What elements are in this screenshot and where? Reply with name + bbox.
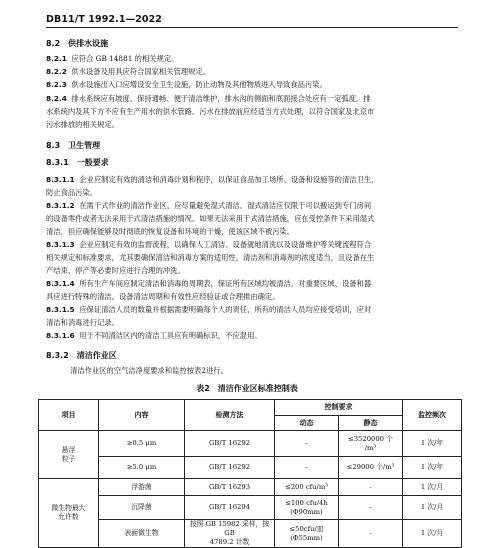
clause-number: 8.3.1.4 bbox=[46, 279, 75, 288]
row-group-label: 悬浮 粒子 bbox=[39, 431, 99, 479]
cell-dynamic: - bbox=[275, 431, 339, 457]
clause-continuation: 具应进行特殊的清洁。设备清洁周期和有效性应经验证或合理推由确定。 bbox=[46, 292, 280, 301]
clause-number: 8.3.1.3 bbox=[46, 240, 75, 249]
clause-continuation: 污水排放的相关规定。 bbox=[46, 120, 119, 129]
clause-continuation: 相关规定和标准要求，尤其要确保清洁和消毒方案的适用性，清洁剂和消毒剂的浓度适当，且设备在生 bbox=[46, 253, 375, 262]
clause-8-3-1-1 bbox=[46, 175, 456, 185]
cell-content: ≥0.5 μm bbox=[99, 431, 185, 457]
clause-text: 企业应制定有效的监督流程，以确保人工清洁、设备就地清洗以及设备维护等关键流程符合 bbox=[79, 240, 372, 249]
cell-static-unit: /m³ bbox=[364, 443, 377, 452]
clause-text: 应符合 GB 14881 的相关规定。 bbox=[71, 54, 179, 63]
clause-text: 供水设施出入口应增设安全卫生设施，防止动物及其他物质进入导致食品污染。 bbox=[71, 80, 327, 89]
cell-method: GB/T 16293 bbox=[185, 479, 275, 496]
clause-number: 8.3.1.5 bbox=[46, 305, 75, 314]
clause-8-2-3 bbox=[46, 80, 456, 90]
cell-content: 沉降菌 bbox=[99, 496, 185, 520]
cell-method: GB/T 16294 bbox=[185, 496, 275, 520]
table-row bbox=[39, 496, 462, 520]
clause-8-2-2 bbox=[46, 67, 456, 77]
clause-text: 所有生产车间应制定清洁和消毒的周期表，保证所有区域均被清洁，对重要区域、设备和器 bbox=[79, 279, 372, 288]
clause-8-2-1 bbox=[46, 54, 456, 64]
cell-method: GB/T 16292 bbox=[185, 431, 275, 457]
cell-static: ≤29000 个/m³ bbox=[339, 457, 403, 479]
cell-dynamic: ≤100 cfu/4h (Φ90mm) bbox=[275, 496, 339, 520]
cell-content: 浮游菌 bbox=[99, 479, 185, 496]
header-control: 控制要求 bbox=[275, 400, 403, 416]
clean-zone-control-table bbox=[38, 399, 462, 548]
clause-number: 8.2.2 bbox=[46, 67, 67, 76]
clause-text: 用于不同清洁区内的清洁工具应有明确标识，不应混用。 bbox=[79, 331, 262, 340]
clause-text: 排水系统应有坡度、保持通畅、便于清洁维护，排水沟的侧面和底面接合处应有一定弧度。排 bbox=[71, 94, 371, 103]
header-static: 静态 bbox=[339, 416, 403, 431]
clause-8-3-1-6 bbox=[46, 331, 456, 341]
clause-8-3-1-5 bbox=[46, 305, 456, 315]
cell-dynamic: ≤200 cfu/m³ bbox=[275, 479, 339, 496]
clause-number: 8.2.3 bbox=[46, 80, 67, 89]
cell-static: - bbox=[339, 520, 403, 548]
clause-number: 8.2.1 bbox=[46, 54, 67, 63]
clause-continuation: 水系统内及其下方不应有生产用水的供水管路。污水在排放前应经适当方式处理，以符合国家及北京市 bbox=[46, 107, 375, 116]
document-code-header: DB11/T 1992.1—2022 bbox=[46, 14, 163, 25]
cell-static-value: ≤3520000 个 bbox=[348, 434, 393, 443]
cell-method: 按照 GB 15982 采样，按 GB 4789.2 计数 bbox=[185, 520, 275, 548]
cell-dynamic: - bbox=[275, 457, 339, 479]
cell-static: - bbox=[339, 496, 403, 520]
clause-8-2-4 bbox=[46, 94, 456, 104]
cell-method: GB/T 16292 bbox=[185, 457, 275, 479]
header-dynamic: 动态 bbox=[275, 416, 339, 431]
cell-static bbox=[339, 431, 403, 457]
cell-static: - bbox=[339, 479, 403, 496]
row-group-label: 微生物最大 允许数 bbox=[39, 479, 99, 548]
clause-continuation: 产结束、停产等必要时应进行合理的冲洗。 bbox=[46, 266, 185, 275]
table-row bbox=[39, 431, 462, 457]
clause-8-3-1-2 bbox=[46, 201, 456, 211]
table-row bbox=[39, 457, 462, 479]
clause-text: 企业应制定有效的清洁和消毒计划和程序，以保证食品加工场所、设备和设施等的清洁卫生， bbox=[79, 175, 379, 184]
cell-dynamic: ≤50cfu/皿 (Φ55mm) bbox=[275, 520, 339, 548]
section-heading-8-2: 8.2 供排水设施 bbox=[46, 39, 109, 48]
subsection-heading-8-3-2: 8.3.2 清洁作业区 bbox=[46, 351, 117, 360]
clause-number: 8.3.1.6 bbox=[46, 331, 75, 340]
clause-continuation: 清洁和消毒进行记录。 bbox=[46, 318, 119, 327]
header-content: 内容 bbox=[99, 400, 185, 431]
cell-frequency: 1 次/月 bbox=[403, 496, 462, 520]
cell-frequency: 1 次/月 bbox=[403, 520, 462, 548]
clause-continuation: 防止食品污染。 bbox=[46, 188, 98, 197]
clause-number: 8.3.1.2 bbox=[46, 201, 75, 210]
cell-content: 表面微生物 bbox=[99, 520, 185, 548]
cell-frequency: 1 次/年 bbox=[403, 457, 462, 479]
cell-content: ≥5.0 μm bbox=[99, 457, 185, 479]
section-heading-8-3: 8.3 卫生管理 bbox=[46, 141, 101, 150]
table-row bbox=[39, 520, 462, 548]
clause-number: 8.2.4 bbox=[46, 94, 67, 103]
clause-8-3-1-3 bbox=[46, 240, 456, 250]
table-row bbox=[39, 479, 462, 496]
header-rule bbox=[46, 27, 458, 28]
clause-continuation: 清洁，但应确保能够及时彻底的恢复设备和环境的干燥，使该区域不被污染。 bbox=[46, 227, 295, 236]
cell-frequency: 1 次/年 bbox=[403, 431, 462, 457]
header-method: 检测方法 bbox=[185, 400, 275, 431]
clause-text: 供水设备及用具应符合国家相关管理规定。 bbox=[71, 67, 211, 76]
clause-number: 8.3.1.1 bbox=[46, 175, 75, 184]
clause-text: 在需干式作业的清洁作业区，应尽量避免湿式清洁。湿式清洁应仅限于可以搬运到专门房间 bbox=[79, 201, 372, 210]
cell-frequency: 1 次/月 bbox=[403, 479, 462, 496]
paragraph-8-3-2: 清洁作业区的空气洁净度要求和监控按表2进行。 bbox=[70, 366, 228, 375]
table-header-row bbox=[39, 400, 462, 416]
clause-continuation: 的设备零件或者无法采用干式清洁措施的情况。如果无法采用干式清洁措施，应在受控条件下采用湿式 bbox=[46, 214, 375, 223]
subsection-heading-8-3-1: 8.3.1 一般要求 bbox=[46, 158, 109, 167]
clause-8-3-1-4 bbox=[46, 279, 456, 289]
header-frequency: 监控频次 bbox=[403, 400, 462, 431]
table-caption: 表2 清洁作业区标准控制表 bbox=[196, 384, 298, 393]
clause-text: 应保证清洁人员的数量并根据需要明确每个人的责任，所有的清洁人员均应接受培训，应对 bbox=[79, 305, 372, 314]
header-item: 项目 bbox=[39, 400, 99, 431]
